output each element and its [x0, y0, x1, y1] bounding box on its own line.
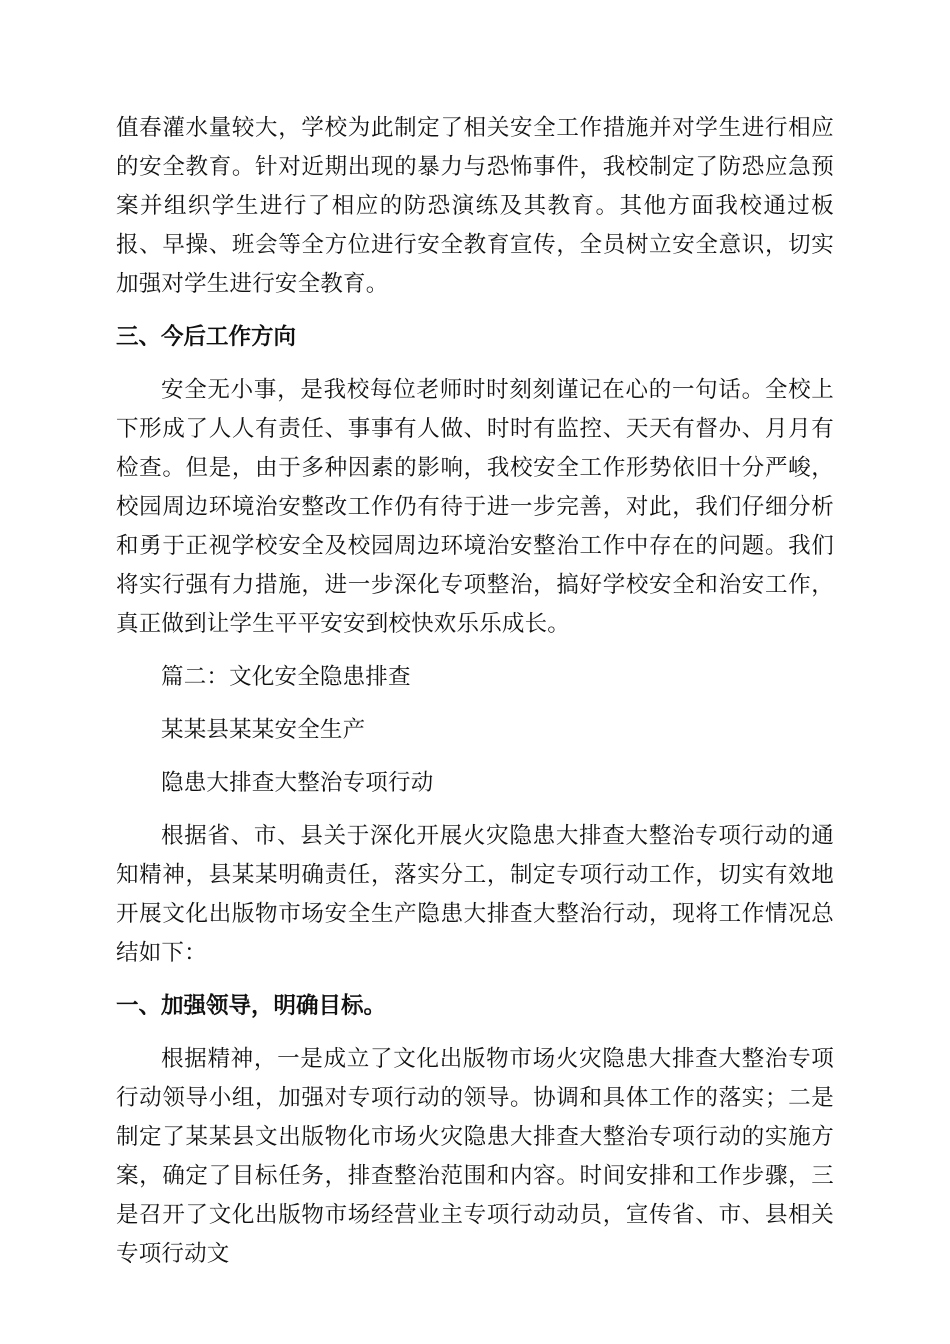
paragraph-future-direction: 安全无小事，是我校每位老师时时刻刻谨记在心的一句话。全校上下形成了人人有责任、事事有人做、时时有监控、天天有督办、月月有检查。但是，由于多种因素的影响，我校安全工作形势依旧十分严峻，校园周边环境治安整改工作仍有待于进一步完善，对此，我们仔细分析和勇于正视学校安全及校园周边环境治安整治工作中存在的问题。我们将实行强有力措施，进一步深化专项整治，搞好学校安全和治安工作，真正做到让学生平平安安到校快欢乐乐成长。	[116, 377, 834, 637]
paragraph-leadership: 根据精神，一是成立了文化出版物市场火灾隐患大排查大整治专项行动领导小组，加强对专项行动的领导。协调和具体工作的落实；二是制定了某某县文出版物化市场火灾隐患大排查大整治专项行动的实施方案，确定了目标任务，排查整治范围和内容。时间安排和工作步骤，三是召开了文化出版物市场经营业主专项行动动员，宣传省、市、县相关专项行动文	[116, 1046, 834, 1267]
article-subtitle-line-1: 某某县某某安全生产	[161, 717, 366, 743]
document-body	[116, 109, 834, 1274]
paragraph-continued: 值春灌水量较大，学校为此制定了相关安全工作措施并对学生进行相应的安全教育。针对近期出现的暴力与恐怖事件，我校制定了防恐应急预案并组织学生进行了相应的防恐演练及其教育。其他方面我校通过板报、早操、班会等全方位进行安全教育宣传，全员树立安全意识，切实加强对学生进行安全教育。	[116, 115, 834, 297]
paragraph-intro: 根据省、市、县关于深化开展火灾隐患大排查大整治专项行动的通知精神，县某某明确责任，落实分工，制定专项行动工作，切实有效地开展文化出版物市场安全生产隐患大排查大整治行动，现将工作情况总结如下：	[116, 823, 834, 966]
section-heading-future-direction: 三、今后工作方向	[116, 324, 297, 350]
section-heading-leadership: 一、加强领导，明确目标。	[116, 993, 387, 1019]
article-subtitle-line-2: 隐患大排查大整治专项行动	[161, 770, 434, 796]
article-two-title: 篇二：文化安全隐患排查	[161, 664, 411, 690]
